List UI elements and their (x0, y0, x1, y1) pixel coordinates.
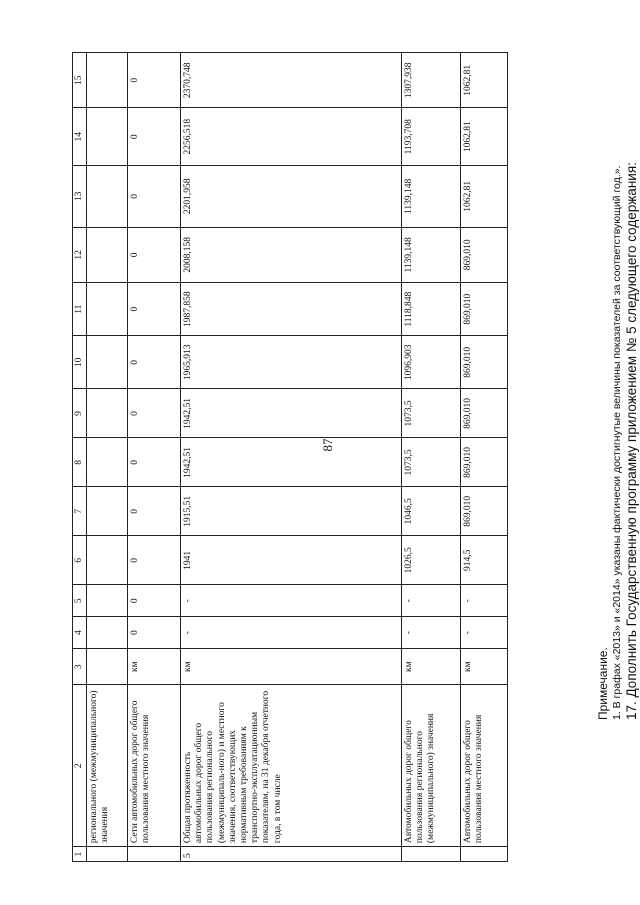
unit-cell (87, 649, 128, 685)
value-cell: 1193,708 (402, 108, 461, 165)
value-cell: 0 (128, 438, 181, 487)
indicator-name-cell: Автомобильных дорог общего пользования регионального (межмуниципального) значения (402, 685, 461, 847)
value-cell: 914,5 (461, 536, 508, 585)
value-cell: 1096,903 (402, 336, 461, 389)
value-cell: 1139,148 (402, 227, 461, 282)
row-number-cell (402, 847, 461, 862)
table-row (402, 53, 461, 862)
table-row (87, 53, 128, 862)
indicator-name-cell: регионального (межмуниципального) значения (87, 685, 128, 847)
value-cell (87, 165, 128, 227)
notes-block (596, 0, 639, 720)
row-number-cell: 5 (181, 847, 402, 862)
header-cell: 7 (73, 487, 87, 536)
value-cell: 1965,913 (181, 336, 402, 389)
value-cell: 869,010 (461, 336, 508, 389)
value-cell: 0 (128, 227, 181, 282)
note-line-2: 17. Дополнить Государственную программу приложением № 5 следующего содержания: (624, 162, 639, 720)
row-number-cell (87, 847, 128, 862)
value-cell: 869,010 (461, 487, 508, 536)
value-cell: 1941 (181, 536, 402, 585)
header-cell: 14 (73, 108, 87, 165)
rotated-table-container (72, 52, 492, 862)
value-cell: 0 (128, 585, 181, 617)
value-cell (87, 617, 128, 649)
indicator-name-cell: Автомобильных дорог общего пользования местного значения (461, 685, 508, 847)
value-cell: 1942,51 (181, 389, 402, 438)
header-cell: 4 (73, 617, 87, 649)
table-row (128, 53, 181, 862)
value-cell: 2256,518 (181, 108, 402, 165)
value-cell (87, 283, 128, 336)
value-cell: 1139,148 (402, 165, 461, 227)
header-cell: 11 (73, 283, 87, 336)
value-cell (87, 389, 128, 438)
value-cell (87, 536, 128, 585)
notes-title: Примечание. (596, 647, 610, 720)
header-cell: 6 (73, 536, 87, 585)
header-cell: 1 (73, 847, 87, 862)
header-cell: 8 (73, 438, 87, 487)
value-cell: 869,010 (461, 438, 508, 487)
note-line-1: 1. В графах «2013» и «2014» указаны фактически достигнутые величины показателей за соответствующий год.». (611, 165, 623, 720)
value-cell: 2008,158 (181, 227, 402, 282)
value-cell: - (402, 617, 461, 649)
table-row (461, 53, 508, 862)
indicators-table (72, 52, 508, 862)
value-cell: 1062,81 (461, 108, 508, 165)
value-cell: 0 (128, 283, 181, 336)
table-row (181, 53, 402, 862)
indicator-name-cell: Сети автомобильных дорог общего пользования местного значения (128, 685, 181, 847)
value-cell: - (402, 585, 461, 617)
value-cell: - (181, 617, 402, 649)
indicator-name-cell: Общая протяженность автомобильных дорог общего пользования регионального (межмуниципаль-ного) и местного значения, соответствующих нормативным требованиям к транспортно-эксплуатационным показателям, на 31 декабря отчетного года, в том числе (181, 685, 402, 847)
page-number: 87 (320, 438, 335, 452)
value-cell: 869,010 (461, 227, 508, 282)
value-cell (87, 438, 128, 487)
value-cell: - (181, 585, 402, 617)
header-cell: 10 (73, 336, 87, 389)
header-row (73, 53, 87, 862)
value-cell: 0 (128, 617, 181, 649)
value-cell: 0 (128, 487, 181, 536)
value-cell: 2370,748 (181, 53, 402, 108)
value-cell (87, 487, 128, 536)
header-cell: 3 (73, 649, 87, 685)
value-cell: 1062,81 (461, 53, 508, 108)
header-cell: 2 (73, 685, 87, 847)
row-number-cell (461, 847, 508, 862)
value-cell: 1026,5 (402, 536, 461, 585)
value-cell: 2201,958 (181, 165, 402, 227)
value-cell (87, 108, 128, 165)
unit-cell: км (128, 649, 181, 685)
value-cell: 1118,848 (402, 283, 461, 336)
unit-cell: км (181, 649, 402, 685)
header-cell: 9 (73, 389, 87, 438)
value-cell: 0 (128, 108, 181, 165)
row-number-cell (128, 847, 181, 862)
header-cell: 13 (73, 165, 87, 227)
value-cell: 0 (128, 53, 181, 108)
value-cell: 1307,938 (402, 53, 461, 108)
value-cell (87, 53, 128, 108)
value-cell: 0 (128, 336, 181, 389)
value-cell: 0 (128, 165, 181, 227)
header-cell: 12 (73, 227, 87, 282)
value-cell: 1062,81 (461, 165, 508, 227)
value-cell: 0 (128, 389, 181, 438)
value-cell: 869,010 (461, 283, 508, 336)
value-cell: 1046,5 (402, 487, 461, 536)
unit-cell: км (402, 649, 461, 685)
header-cell: 15 (73, 53, 87, 108)
value-cell: - (461, 585, 508, 617)
value-cell: 1073,5 (402, 438, 461, 487)
value-cell: 1073,5 (402, 389, 461, 438)
value-cell: 1915,51 (181, 487, 402, 536)
header-cell: 5 (73, 585, 87, 617)
value-cell: - (461, 617, 508, 649)
unit-cell: км (461, 649, 508, 685)
value-cell: 0 (128, 536, 181, 585)
value-cell (87, 336, 128, 389)
value-cell: 1942,51 (181, 438, 402, 487)
value-cell (87, 227, 128, 282)
value-cell: 1987,858 (181, 283, 402, 336)
value-cell: 869,010 (461, 389, 508, 438)
value-cell (87, 585, 128, 617)
